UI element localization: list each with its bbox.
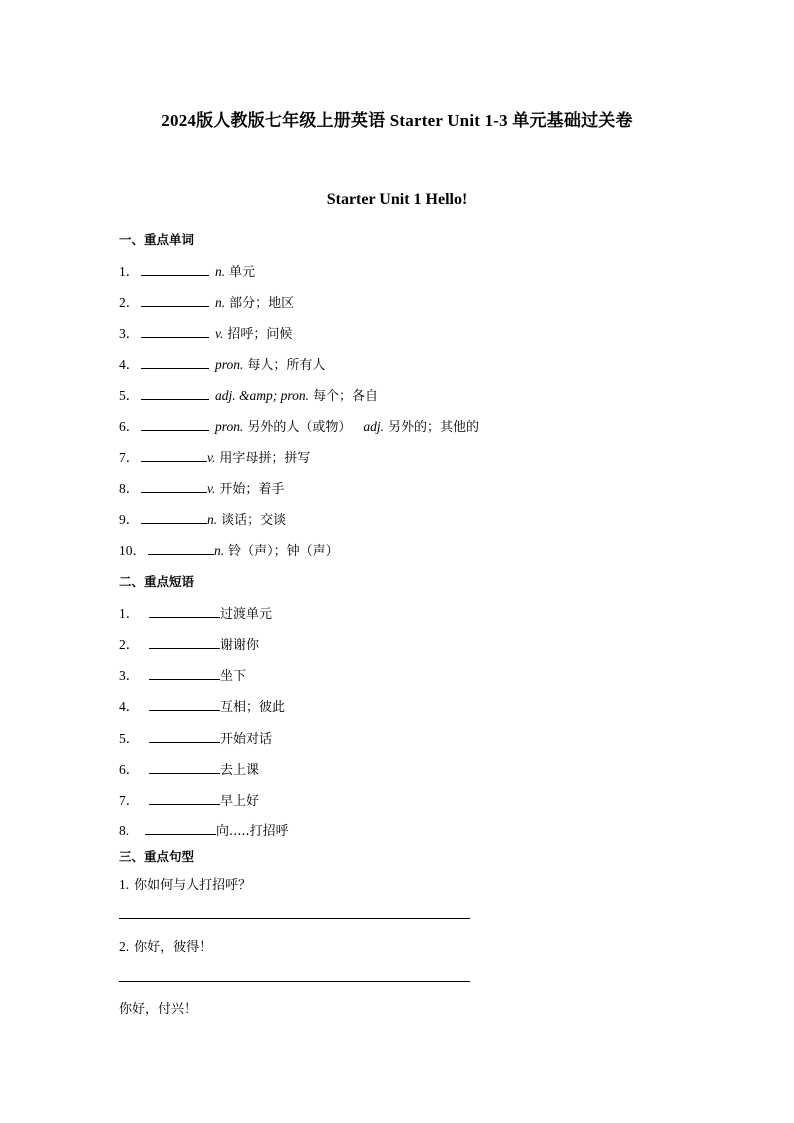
answer-blank[interactable] xyxy=(149,605,220,618)
part-of-speech: pron. xyxy=(215,419,244,434)
answer-blank[interactable] xyxy=(149,761,220,774)
meaning: 谢谢你 xyxy=(220,638,260,653)
item-number: 1． xyxy=(119,606,140,621)
answer-blank[interactable] xyxy=(141,418,209,431)
answer-blank[interactable] xyxy=(141,294,209,307)
part-of-speech: v. xyxy=(207,450,216,465)
item-number: 8． xyxy=(119,481,140,496)
word-item-9 xyxy=(119,508,286,528)
item-number: 1． xyxy=(119,264,140,279)
meaning: 用字母拼；拼写 xyxy=(219,451,311,466)
meaning: 开始对话 xyxy=(220,732,273,747)
item-number: 7． xyxy=(119,793,140,808)
document-title: 2024版人教版七年级上册英语 Starter Unit 1-3 单元基础过关卷 xyxy=(161,111,633,130)
word-item-2 xyxy=(119,291,294,311)
answer-line-1[interactable] xyxy=(119,918,470,919)
answer-blank[interactable] xyxy=(141,511,207,524)
meaning: 向.....打招呼 xyxy=(216,824,289,839)
answer-blank[interactable] xyxy=(141,449,207,462)
item-number: 4． xyxy=(119,357,140,372)
part-of-speech: n. xyxy=(215,295,226,310)
phrase-item-4 xyxy=(119,695,285,715)
phrase-item-6 xyxy=(119,758,259,778)
item-number: 5． xyxy=(119,388,140,403)
item-number: 1. xyxy=(119,877,130,892)
meaning: 互相；彼此 xyxy=(220,700,286,715)
part-of-speech: n. xyxy=(207,512,218,527)
meaning: 去上课 xyxy=(220,763,260,778)
word-item-6 xyxy=(119,415,479,435)
meaning: 开始；着手 xyxy=(219,482,285,497)
meaning: 招呼；问候 xyxy=(227,327,293,342)
word-item-4 xyxy=(119,353,325,373)
answer-blank[interactable] xyxy=(141,480,207,493)
part-of-speech: v. xyxy=(215,326,224,341)
meaning: 部分；地区 xyxy=(229,296,295,311)
item-number: 5． xyxy=(119,731,140,746)
part-of-speech: n. xyxy=(214,543,225,558)
unit-title: Starter Unit 1 Hello! xyxy=(326,191,468,208)
answer-blank[interactable] xyxy=(149,792,220,805)
phrase-item-1 xyxy=(119,602,272,622)
answer-blank[interactable] xyxy=(149,667,220,680)
answer-blank[interactable] xyxy=(141,263,209,276)
sentence-item-1 xyxy=(119,874,251,893)
item-number: 6． xyxy=(119,419,140,434)
answer-blank[interactable] xyxy=(148,542,214,555)
meaning: 过渡单元 xyxy=(220,607,273,622)
word-item-1 xyxy=(119,260,255,280)
meaning: 单元 xyxy=(229,265,256,280)
item-number: 3． xyxy=(119,326,140,341)
item-number: 8. xyxy=(119,823,130,838)
item-number: 2. xyxy=(119,939,130,954)
section-heading-sentences: 三、重点句型 xyxy=(119,849,195,864)
meaning: 每人；所有人 xyxy=(247,358,326,373)
answer-blank[interactable] xyxy=(149,698,220,711)
meaning-2: 另外的；其他的 xyxy=(388,420,480,435)
word-item-10 xyxy=(119,539,339,559)
phrase-item-3 xyxy=(119,664,246,684)
word-item-7 xyxy=(119,446,310,466)
part-of-speech: n. xyxy=(215,264,226,279)
phrase-item-5 xyxy=(119,727,272,747)
answer-blank[interactable] xyxy=(145,822,216,835)
section-heading-words: 一、重点单词 xyxy=(119,232,195,247)
item-number: 9． xyxy=(119,512,140,527)
item-number: 2． xyxy=(119,637,140,652)
word-item-3 xyxy=(119,322,292,342)
item-number: 7． xyxy=(119,450,140,465)
item-number: 10． xyxy=(119,543,146,558)
part-of-speech: adj. &amp; pron. xyxy=(215,388,309,403)
answer-blank[interactable] xyxy=(149,636,220,649)
sentence-extra: 你好，付兴！ xyxy=(119,1002,198,1017)
item-number: 2． xyxy=(119,295,140,310)
sentence-item-2 xyxy=(119,936,212,955)
part-of-speech: v. xyxy=(207,481,216,496)
phrase-item-8 xyxy=(119,820,289,839)
meaning: 谈话；交谈 xyxy=(221,513,287,528)
part-of-speech-2: adj. xyxy=(363,419,385,434)
answer-blank[interactable] xyxy=(141,356,209,369)
answer-blank[interactable] xyxy=(141,387,209,400)
section-heading-phrases: 二、重点短语 xyxy=(119,574,195,589)
answer-blank[interactable] xyxy=(149,730,220,743)
meaning: 坐下 xyxy=(220,669,247,684)
meaning: 早上好 xyxy=(220,794,260,809)
word-item-5 xyxy=(119,384,378,404)
item-number: 6． xyxy=(119,762,140,777)
phrase-item-7 xyxy=(119,789,259,809)
meaning: 另外的人（或物） xyxy=(247,420,352,435)
sentence-prompt: 你如何与人打招呼？ xyxy=(134,878,252,893)
answer-blank[interactable] xyxy=(141,325,209,338)
meaning: 每个；各自 xyxy=(313,389,379,404)
item-number: 4． xyxy=(119,699,140,714)
meaning: 铃（声）；钟（声） xyxy=(228,544,339,559)
sentence-prompt: 你好，彼得！ xyxy=(134,940,213,955)
answer-line-2[interactable] xyxy=(119,981,470,982)
phrase-item-2 xyxy=(119,633,259,653)
word-item-8 xyxy=(119,477,284,497)
item-number: 3． xyxy=(119,668,140,683)
part-of-speech: pron. xyxy=(215,357,244,372)
